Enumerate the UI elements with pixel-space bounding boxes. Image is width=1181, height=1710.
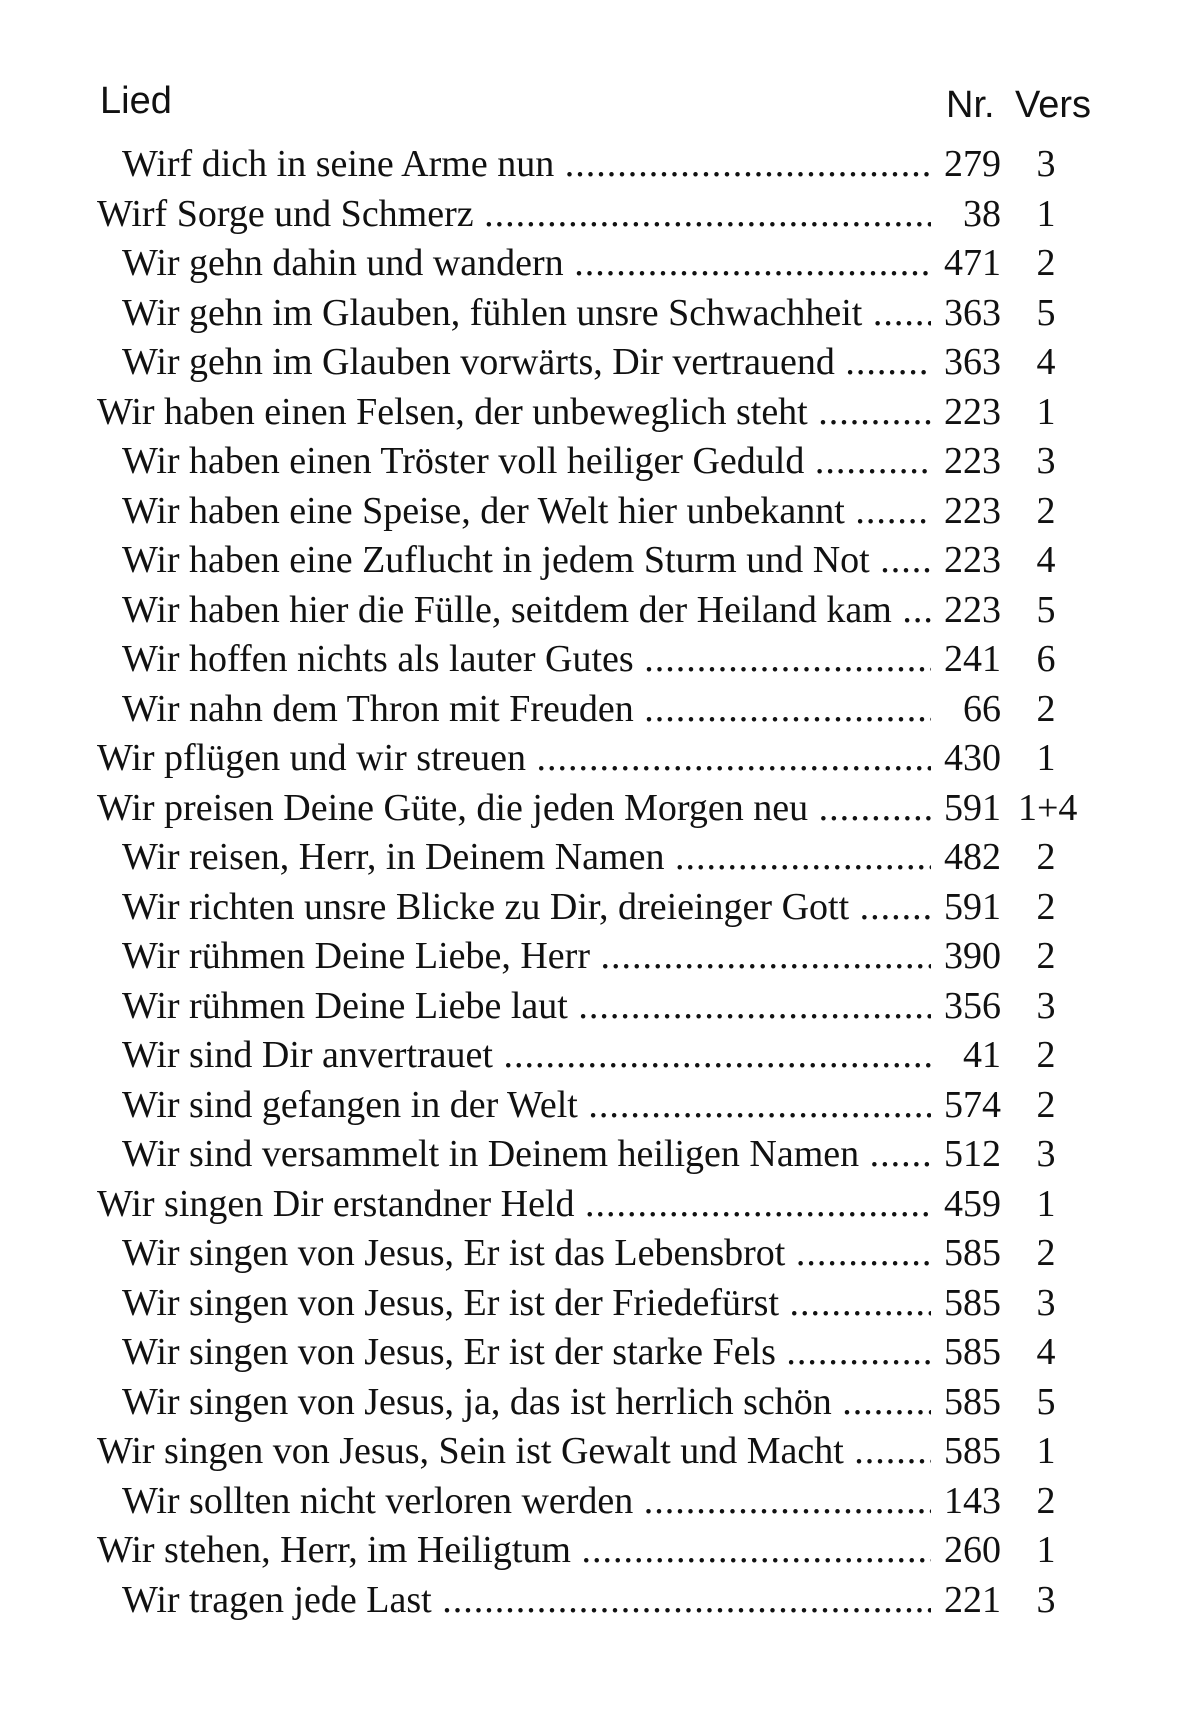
hymn-number: 585 bbox=[944, 1380, 1001, 1423]
list-item bbox=[0, 1081, 1181, 1131]
list-item bbox=[0, 1279, 1181, 1329]
verse-number: 2 bbox=[1036, 885, 1056, 928]
hymn-number: 459 bbox=[944, 1182, 1001, 1225]
hymn-title: Wir nahn dem Thron mit Freuden ..... bbox=[122, 685, 931, 735]
verse-number: 6 bbox=[1036, 638, 1056, 680]
verse-number: 1 bbox=[1036, 1430, 1056, 1472]
list-item bbox=[0, 536, 1181, 586]
hymn-title: Wir richten unsre Blicke zu Dir, dreieinger Gott ..... bbox=[122, 883, 931, 933]
verse-number: 3 bbox=[1036, 143, 1056, 185]
list-item bbox=[0, 1031, 1181, 1081]
hymn-title: Wir gehn dahin und wandern ..... bbox=[122, 239, 931, 289]
verse-number: 1 bbox=[1036, 1182, 1056, 1225]
hymn-number: 223 bbox=[944, 390, 1001, 433]
hymn-title: Wir gehn im Glauben, fühlen unsre Schwachheit ..... bbox=[122, 289, 931, 339]
hymn-title: Wir reisen, Herr, in Deinem Namen ..... bbox=[122, 833, 931, 883]
list-item bbox=[0, 487, 1181, 537]
verse-number: 2 bbox=[1036, 1083, 1056, 1126]
hymn-number: 585 bbox=[944, 1281, 1001, 1324]
list-item bbox=[0, 289, 1181, 339]
hymn-number: 585 bbox=[944, 1232, 1001, 1274]
hymn-number: 223 bbox=[944, 489, 1001, 532]
hymn-title: Wir sollten nicht verloren werden ..... bbox=[122, 1477, 931, 1527]
list-item bbox=[0, 338, 1181, 388]
hymn-title: Wir rühmen Deine Liebe, Herr ..... bbox=[122, 932, 931, 982]
hymn-number: 390 bbox=[944, 935, 1001, 977]
hymn-number: 221 bbox=[944, 1578, 1001, 1621]
list-item bbox=[0, 1328, 1181, 1378]
hymn-number: 591 bbox=[944, 786, 1001, 829]
verse-number: 5 bbox=[1036, 291, 1056, 334]
hymn-title: Wir haben eine Speise, der Welt hier unbekannt ..... bbox=[122, 487, 931, 537]
hymn-number: 585 bbox=[944, 1331, 1001, 1373]
column-header bbox=[100, 80, 1098, 136]
hymn-number: 41 bbox=[963, 1034, 1001, 1076]
verse-number: 1 bbox=[1036, 192, 1056, 235]
hymn-number: 512 bbox=[944, 1133, 1001, 1175]
verse-number: 3 bbox=[1036, 1578, 1056, 1621]
list-item bbox=[0, 388, 1181, 438]
verse-number: 5 bbox=[1036, 588, 1056, 631]
hymn-title: Wir sind versammelt in Deinem heiligen Namen ..... bbox=[122, 1130, 931, 1180]
hymn-number: 591 bbox=[944, 885, 1001, 928]
list-item bbox=[0, 437, 1181, 487]
list-item bbox=[0, 932, 1181, 982]
verse-number: 1 bbox=[1036, 1529, 1056, 1571]
list-item bbox=[0, 190, 1181, 240]
list-item bbox=[0, 1180, 1181, 1230]
hymn-number: 223 bbox=[944, 539, 1001, 581]
list-item bbox=[0, 1427, 1181, 1477]
hymn-title: Wir singen Dir erstandner Held ..... bbox=[97, 1180, 931, 1230]
hymn-title: Wir singen von Jesus, Er ist das Lebensbrot ..... bbox=[122, 1229, 931, 1279]
verse-number: 2 bbox=[1036, 935, 1056, 977]
verse-number: 3 bbox=[1036, 1281, 1056, 1324]
hymn-title: Wir stehen, Herr, im Heiligtum ..... bbox=[97, 1526, 931, 1576]
list-item bbox=[0, 1576, 1181, 1626]
hymn-title: Wir singen von Jesus, Er ist der Friedefürst ..... bbox=[122, 1279, 931, 1329]
verse-number: 2 bbox=[1036, 687, 1056, 730]
hymn-index-list bbox=[0, 140, 1181, 1625]
hymn-number: 585 bbox=[944, 1430, 1001, 1472]
list-item bbox=[0, 883, 1181, 933]
hymn-number: 471 bbox=[944, 242, 1001, 284]
hymn-title: Wir haben eine Zuflucht in jedem Sturm und Not ..... bbox=[122, 536, 931, 586]
hymn-number: 223 bbox=[944, 440, 1001, 482]
verse-number: 2 bbox=[1036, 242, 1056, 284]
hymn-number: 363 bbox=[944, 341, 1001, 383]
list-item bbox=[0, 1526, 1181, 1576]
list-item bbox=[0, 833, 1181, 883]
verse-number: 1+4 bbox=[1018, 786, 1078, 829]
hymn-title: Wir sind Dir anvertrauet ..... bbox=[122, 1031, 931, 1081]
hymn-number: 279 bbox=[944, 143, 1001, 185]
hymn-number: 66 bbox=[963, 687, 1001, 730]
verse-number: 1 bbox=[1036, 737, 1056, 779]
verse-number: 3 bbox=[1036, 1133, 1056, 1175]
verse-number: 2 bbox=[1036, 1034, 1056, 1076]
header-vers: Vers bbox=[1015, 84, 1092, 126]
hymn-number: 143 bbox=[944, 1479, 1001, 1522]
hymn-title: Wir sind gefangen in der Welt ..... bbox=[122, 1081, 931, 1131]
hymn-title: Wir haben einen Tröster voll heiliger Geduld ..... bbox=[122, 437, 931, 487]
verse-number: 4 bbox=[1036, 341, 1056, 383]
verse-number: 2 bbox=[1036, 489, 1056, 532]
header-lied: Lied bbox=[100, 80, 172, 122]
hymn-number: 363 bbox=[944, 291, 1001, 334]
hymn-title: Wir singen von Jesus, ja, das ist herrlich schön ..... bbox=[122, 1378, 931, 1428]
hymn-title: Wirf dich in seine Arme nun ..... bbox=[122, 140, 931, 190]
verse-number: 2 bbox=[1036, 1232, 1056, 1274]
verse-number: 4 bbox=[1036, 1331, 1056, 1373]
hymn-number: 482 bbox=[944, 836, 1001, 878]
hymn-number: 223 bbox=[944, 588, 1001, 631]
hymn-title: Wir singen von Jesus, Sein ist Gewalt und Macht ..... bbox=[97, 1427, 931, 1477]
verse-number: 2 bbox=[1036, 1479, 1056, 1522]
verse-number: 5 bbox=[1036, 1380, 1056, 1423]
verse-number: 3 bbox=[1036, 440, 1056, 482]
list-item bbox=[0, 1229, 1181, 1279]
verse-number: 4 bbox=[1036, 539, 1056, 581]
list-item bbox=[0, 586, 1181, 636]
list-item bbox=[0, 1477, 1181, 1527]
list-item bbox=[0, 1130, 1181, 1180]
header-nr: Nr. bbox=[946, 84, 995, 126]
hymn-number: 38 bbox=[963, 192, 1001, 235]
hymn-title: Wir tragen jede Last ..... bbox=[122, 1576, 931, 1626]
hymn-number: 430 bbox=[944, 737, 1001, 779]
list-item bbox=[0, 1378, 1181, 1428]
list-item bbox=[0, 734, 1181, 784]
hymn-title: Wir rühmen Deine Liebe laut ..... bbox=[122, 982, 931, 1032]
list-item bbox=[0, 140, 1181, 190]
hymn-title: Wir singen von Jesus, Er ist der starke Fels ..... bbox=[122, 1328, 931, 1378]
hymn-title: Wir hoffen nichts als lauter Gutes ..... bbox=[122, 635, 931, 685]
list-item bbox=[0, 239, 1181, 289]
hymn-title: Wir haben einen Felsen, der unbeweglich steht ..... bbox=[97, 388, 931, 438]
hymn-title: Wir preisen Deine Güte, die jeden Morgen neu ..... bbox=[97, 784, 931, 834]
verse-number: 3 bbox=[1036, 984, 1056, 1027]
list-item bbox=[0, 982, 1181, 1032]
hymn-title: Wir haben hier die Fülle, seitdem der Heiland kam ..... bbox=[122, 586, 931, 636]
hymn-number: 241 bbox=[944, 638, 1001, 680]
list-item bbox=[0, 784, 1181, 834]
hymn-title: Wirf Sorge und Schmerz ..... bbox=[97, 190, 931, 240]
hymn-title: Wir pflügen und wir streuen ..... bbox=[97, 734, 931, 784]
list-item bbox=[0, 635, 1181, 685]
list-item bbox=[0, 685, 1181, 735]
hymn-title: Wir gehn im Glauben vorwärts, Dir vertrauend ..... bbox=[122, 338, 931, 388]
hymn-number: 574 bbox=[944, 1083, 1001, 1126]
verse-number: 2 bbox=[1036, 836, 1056, 878]
hymn-number: 356 bbox=[944, 984, 1001, 1027]
verse-number: 1 bbox=[1036, 390, 1056, 433]
hymn-number: 260 bbox=[944, 1529, 1001, 1571]
